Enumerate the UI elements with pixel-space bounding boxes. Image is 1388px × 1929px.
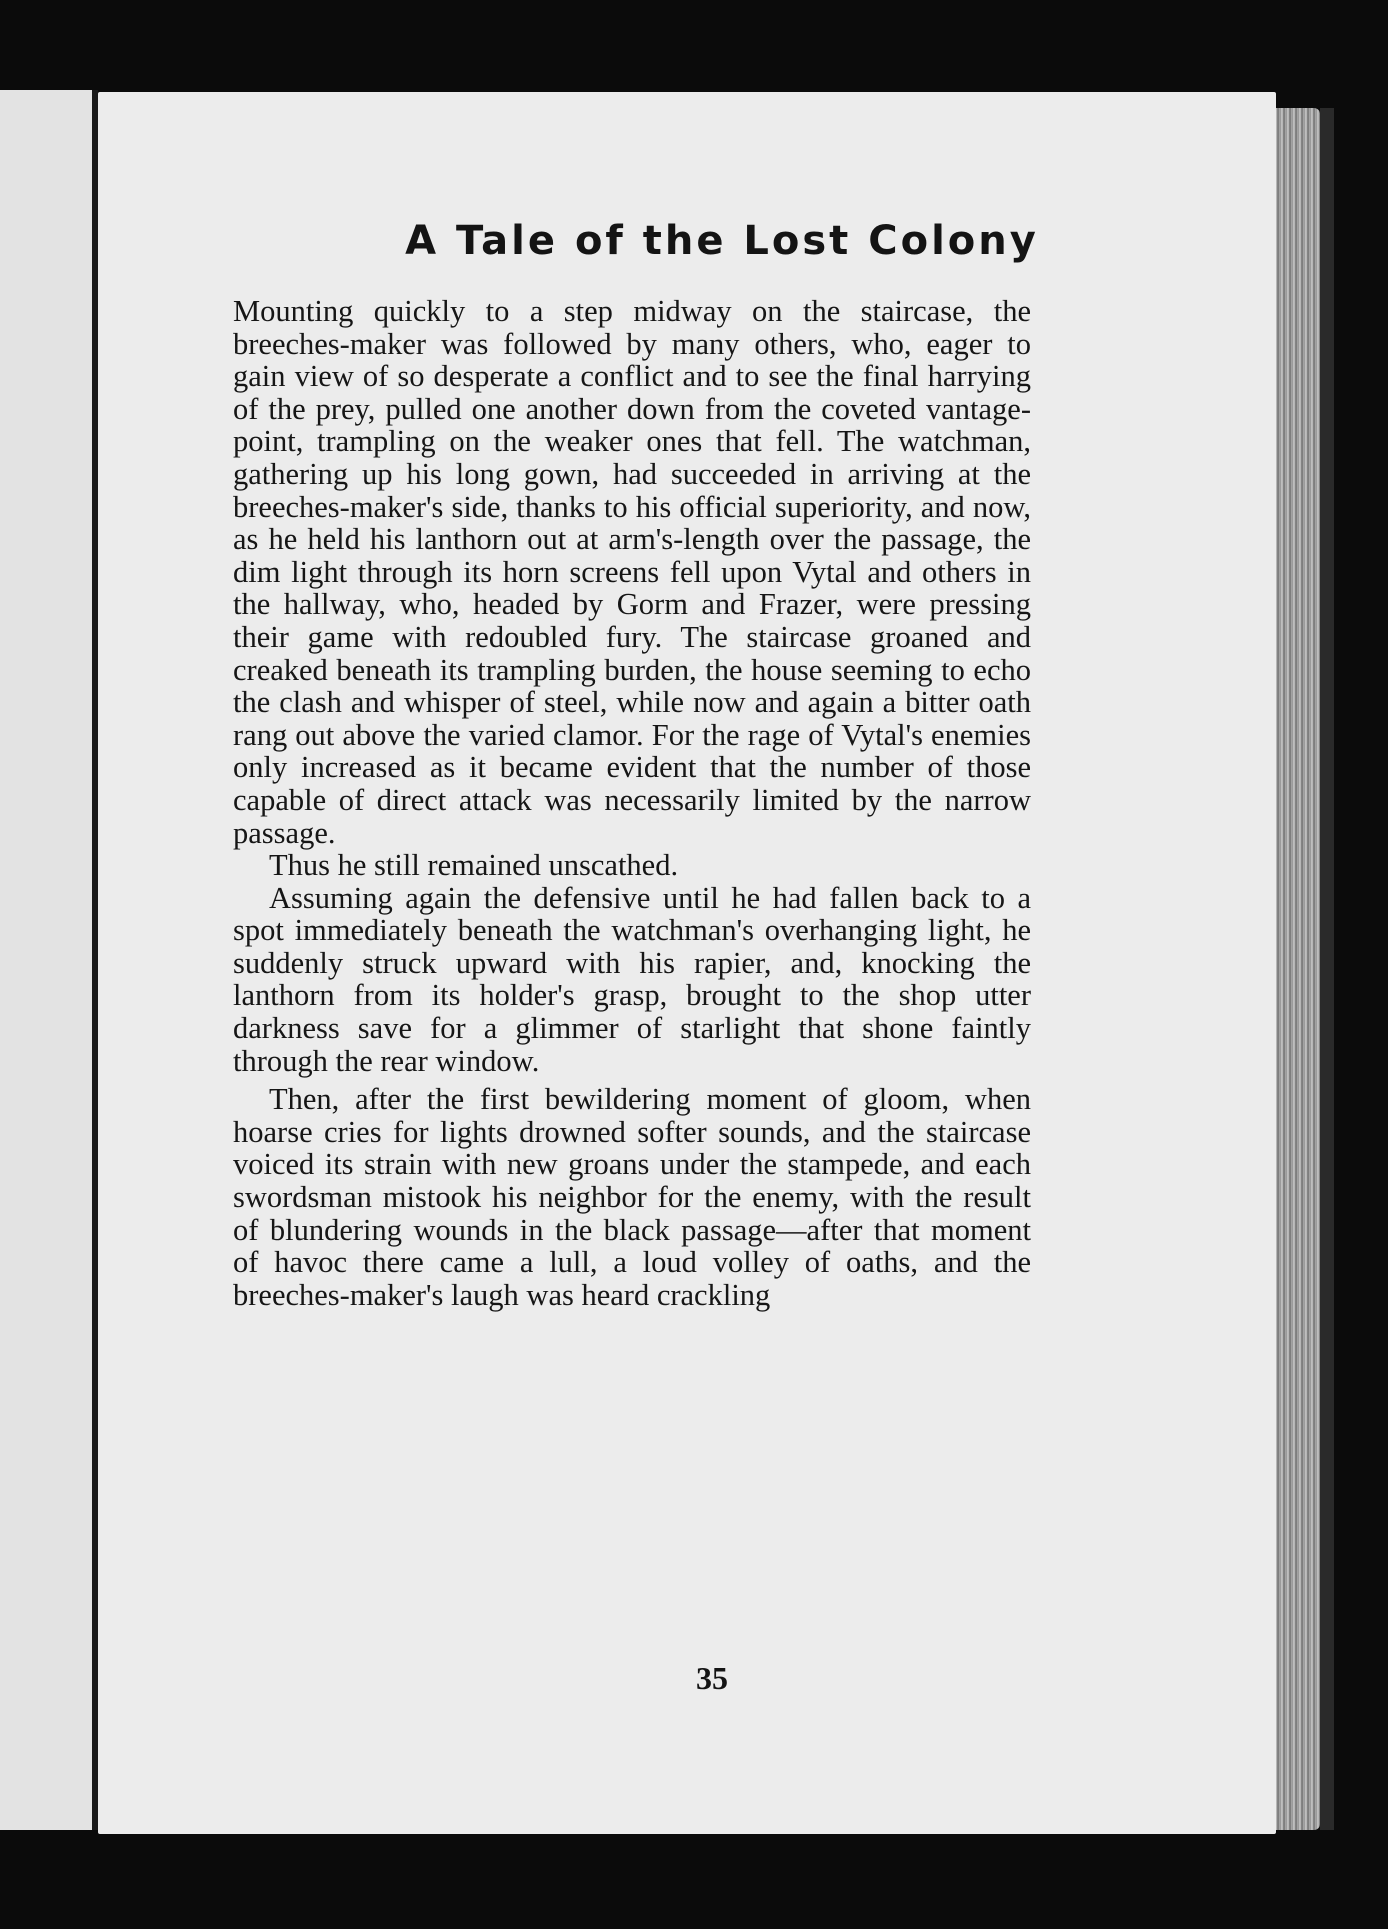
running-head: A Tale of the Lost Colony (405, 218, 1039, 264)
paragraph: Assuming again the defensive until he had fallen back to a spot immediately beneath the watchman's overhanging light, he suddenly struck upward with his rapier, and, knocking the lanthorn from its holder's grasp, brought to the shop utter darkness save for a glimmer of starlight that shone faintly through the rear window. (233, 880, 1031, 1078)
book-edge-shadow (1320, 108, 1334, 1830)
facing-page-edge (0, 90, 92, 1830)
paragraph: Thus he still remained unscathed. (269, 848, 679, 883)
body-text (233, 295, 1031, 1311)
paragraph: Then, after the first bewildering moment of gloom, when hoarse cries for lights drowned softer sounds, and the staircase voiced its strain with new groans under the stampede, and each swordsman mistook his neighbor for the enemy, with the result of blundering wounds in the black passage—after that moment of havoc there came a lull, a loud volley of oaths, and the breeches-maker's laugh was heard crackling (233, 1082, 1031, 1312)
page-number: 35 (696, 1660, 728, 1696)
paragraph: Mounting quickly to a step midway on the staircase, the breeches-maker was followed by many others, who, eager to gain view of so desperate a conflict and to see the final harrying of the prey, pulled one another down from the coveted vantage-point, trampling on the weaker ones that fell. The watchman, gathering up his long gown, had succeeded in arriving at the breeches-maker's side, thanks to his official superiority, and now, as he held his lanthorn out at arm's-length over the passage, the dim light through its horn screens fell upon Vytal and others in the hallway, who, headed by Gorm and Frazer, were pressing their game with redoubled fury. The staircase groaned and creaked beneath its trampling burden, the house seeming to echo the clash and whisper of steel, while now and again a bitter oath rang out above the varied clamor. For the rage of Vytal's enemies only increased as it became evident that the number of those capable of direct attack was necessarily limited by the narrow passage. (233, 294, 1031, 850)
